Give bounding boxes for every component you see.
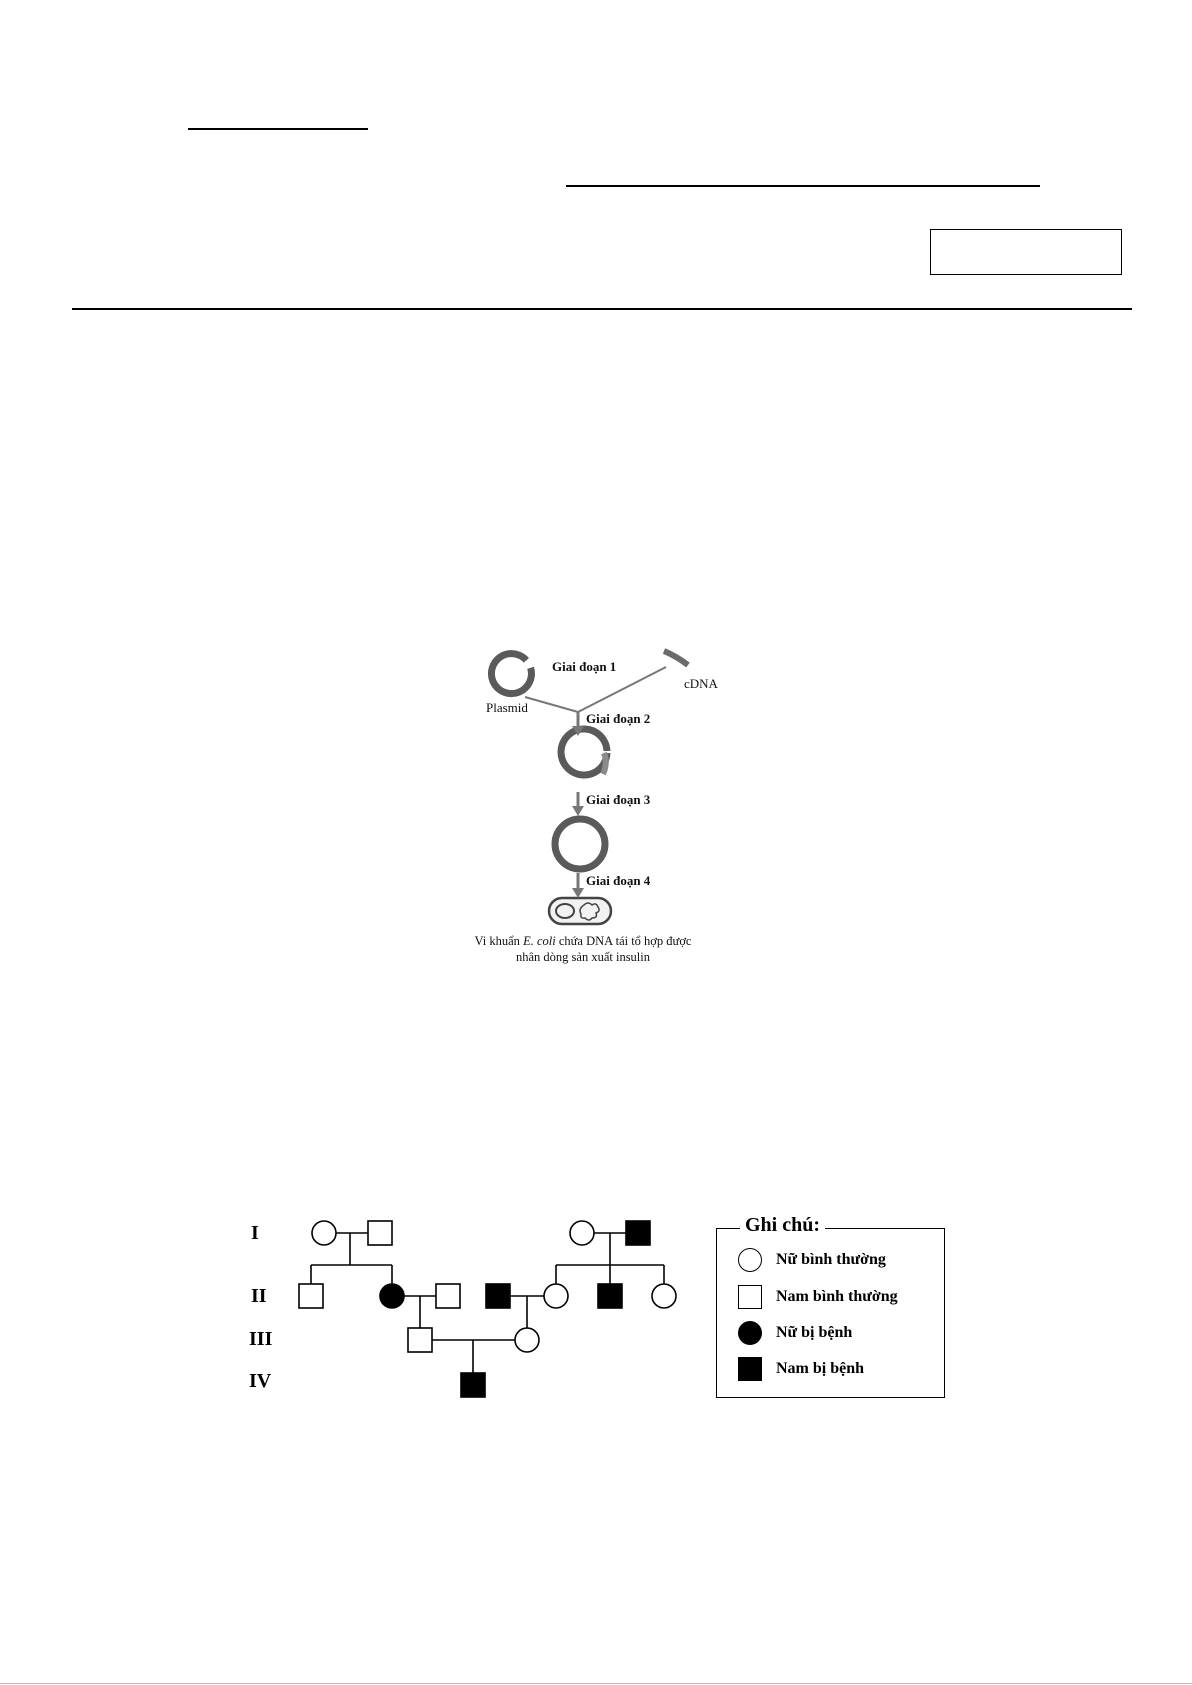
plasmid-label: Plasmid (486, 700, 528, 715)
cdna-icon (664, 651, 688, 665)
header-underline-right (566, 185, 1040, 187)
header-divider (72, 308, 1132, 310)
plasmid-icon (491, 654, 531, 694)
header-underline-left (188, 128, 368, 130)
generation-label-4: IV (249, 1370, 272, 1392)
footer-rule (0, 1683, 1192, 1684)
pedigree-male-affected (486, 1284, 510, 1308)
pedigree-chart (280, 1210, 700, 1410)
stage3-label: Giai đoạn 3 (586, 792, 651, 807)
pedigree-male-affected (626, 1221, 650, 1245)
stage2-label: Giai đoạn 2 (586, 711, 651, 726)
circle-filled-icon (738, 1321, 762, 1345)
legend-item-female-affected (738, 1320, 852, 1346)
generation-label-2: II (251, 1285, 267, 1307)
pedigree-male-affected (598, 1284, 622, 1308)
square-filled-icon (738, 1357, 762, 1381)
recombinant-plasmid-closed-icon (555, 819, 605, 869)
generation-label-3: III (249, 1328, 273, 1350)
legend-title: Ghi chú: (740, 1214, 825, 1237)
stage1-label: Giai đoạn 1 (552, 659, 617, 674)
circle-open-icon (738, 1248, 762, 1272)
legend-label: Nữ bị bệnh (776, 1324, 853, 1341)
square-open-icon (738, 1285, 762, 1309)
generation-label-1: I (251, 1222, 259, 1244)
legend-label: Nam bình thường (776, 1288, 898, 1305)
legend-item-female-normal (738, 1247, 886, 1273)
score-box (930, 229, 1122, 275)
legend-label: Nữ bình thường (776, 1251, 886, 1268)
pedigree-female-affected (380, 1284, 404, 1308)
pedigree-male-normal (408, 1328, 432, 1352)
pedigree-male-normal (436, 1284, 460, 1308)
pedigree-female-normal (515, 1328, 539, 1352)
stage4-label: Giai đoạn 4 (586, 873, 651, 888)
pedigree-female-normal (570, 1221, 594, 1245)
caption-post: chứa DNA tái tổ hợp được nhân dòng sản xuất insulin (515, 934, 692, 964)
pedigree-male-affected (461, 1373, 485, 1397)
legend-item-male-affected (738, 1356, 864, 1382)
recombinant-plasmid-open-icon (561, 729, 607, 775)
pedigree-female-normal (652, 1284, 676, 1308)
pedigree-female-normal (312, 1221, 336, 1245)
pedigree-male-normal (299, 1284, 323, 1308)
legend-item-male-normal (738, 1284, 898, 1310)
pedigree-female-normal (544, 1284, 568, 1308)
cdna-label: cDNA (684, 676, 718, 691)
legend-label: Nam bị bệnh (776, 1360, 865, 1377)
caption-species: E. coli (523, 934, 556, 948)
pedigree-male-normal (368, 1221, 392, 1245)
caption-pre: Vi khuẩn (474, 934, 524, 948)
figure1-caption (468, 933, 698, 965)
